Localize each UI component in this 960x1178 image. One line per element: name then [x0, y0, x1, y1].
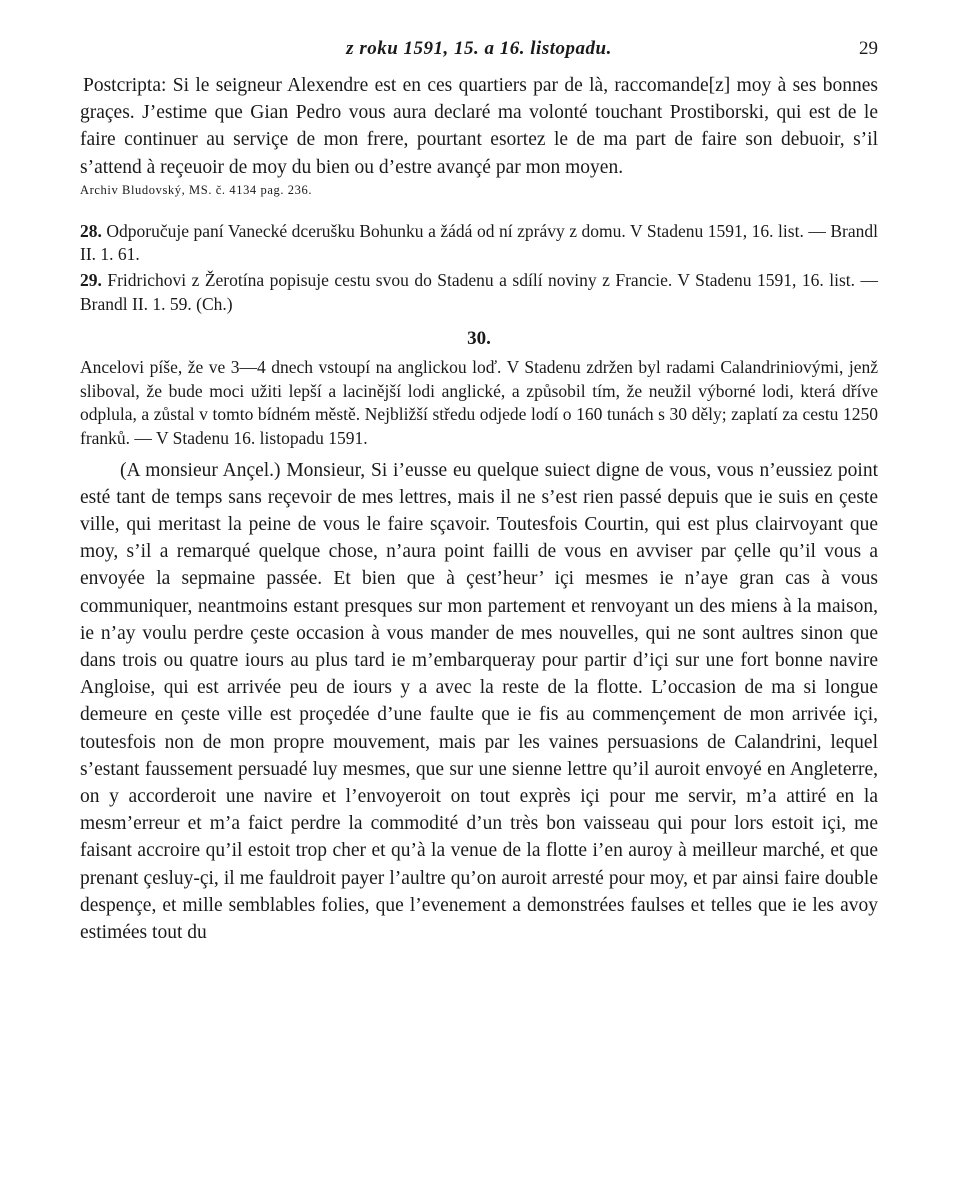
running-header: [80, 38, 878, 72]
entry-text: Odporučuje paní Vanecké dcerušku Bohunku a žádá od ní zprávy z domu. V Stadenu 1591, 16. list. — Brandl II. 1. 61.: [80, 220, 879, 265]
running-title: z roku 1591, 15. a 16. listopadu.: [346, 38, 612, 59]
entry-number: 29.: [80, 270, 102, 290]
entry-29: [80, 269, 878, 316]
page-number: 29: [859, 38, 878, 59]
section-summary: Ancelovi píše, že ve 3—4 dnech vstoupí na anglickou loď. V Stadenu zdržen byl radami Calandriniovými, jenž sliboval, že bude moci užiti lepší a lacinější lodi anglické, a způsobil tím, že neužil výborné lodi, která dříve odplula, a zůstal v tomto bídném městě. Nejbližší středu odjede lodí o 160 tunách s 30 děly; zaplatí za cestu 1250 franků. — V Stadenu 16. listopadu 1591.: [80, 357, 878, 448]
archive-citation: Archiv Bludovský, MS. č. 4134 pag. 236.: [80, 182, 313, 197]
letter-body: (A monsieur Ançel.) Monsieur, Si i’eusse eu quelque suiect digne de vous, vous n’eussiez point esté tant de temps sans reçevoir de mes lettres, mais il ne s’est rien passé depuis que ie suis en çeste ville, qui meritast la peine de vous le faire sçavoir. Toutesfois Courtin, qui est plus clairvoyant que moy, s’il a remarqué quelque chose, n’aura point failli de vous en avviser par çelle qu’il vous a envoyée la sepmaine passée. Et bien que à çest’heur’ içi mesmes ie n’aye gran cas à vous communiquer, neantmoins estant presques sur mon partement et renvoyant un des miens à la maison, ie n’ay voulu perdre çeste occasion à vous mander de mes nouvelles, qui ne sont aultres sinon que dans trois ou quatre iours au plus tard ie m’embarqueray pour partir d’içi sur une fort bonne navire Angloise, qui est arrivée peu de iours y a avec la reste de la flotte. L’occasion de ma si longue demeure en çeste ville est proçedée d’une faulte que ie fis au commençement de mon arrivée içi, toutesfois non de mon propre mouvement, mais par les vaines persuasions de Calandrini, lequel s’estant faussement persuadé luy mesmes, que sur une sienne lettre qu’il auroit envoyé en Angleterre, on y accorderoit une navire et l’envoyeroit on tout exprès içi pour me servir, m’a attiré en la mesm’erreur et m’a faict perdre la commodité d’un très bon vaisseau qui pour lors estoit içi, me faisant accroire qu’il estoit trop cher et qu’à la venue de la flotte i’en auroy à meilleur marché, et que prenant çesluy-çi, il me fauldroit payer l’aultre qu’on auroit arresté pour moy, et par ainsi faire double despençe, et mille semblables folies, que l’evenement a demonstrées faulses et telles que ie les avoy estimées tout du: [80, 459, 878, 944]
section-heading: 30.: [467, 328, 491, 350]
entry-number: 28.: [80, 220, 102, 241]
entry-text: Fridrichovi z Žerotína popisuje cestu svou do Stadenu a sdílí noviny z Francie. V Stadenu 1591, 16. list. — Brandl II. 1. 59. (Ch.): [80, 270, 878, 314]
postscript-paragraph: Postcripta: Si le seigneur Alexendre est en ces quartiers par de là, raccomande[z] moy à ses bonnes graçes. J’estime que Gian Pedro vous aura declaré ma volonté touchant Prostiborski, qui est de le faire continuer au serviçe de mon frere, pourtant esortez le de ma part de faire son debuoir, s’il s’attend à reçeuoir de moy du bien ou d’estre avançé par mon moyen.: [80, 75, 878, 178]
entry-28: [80, 220, 878, 267]
